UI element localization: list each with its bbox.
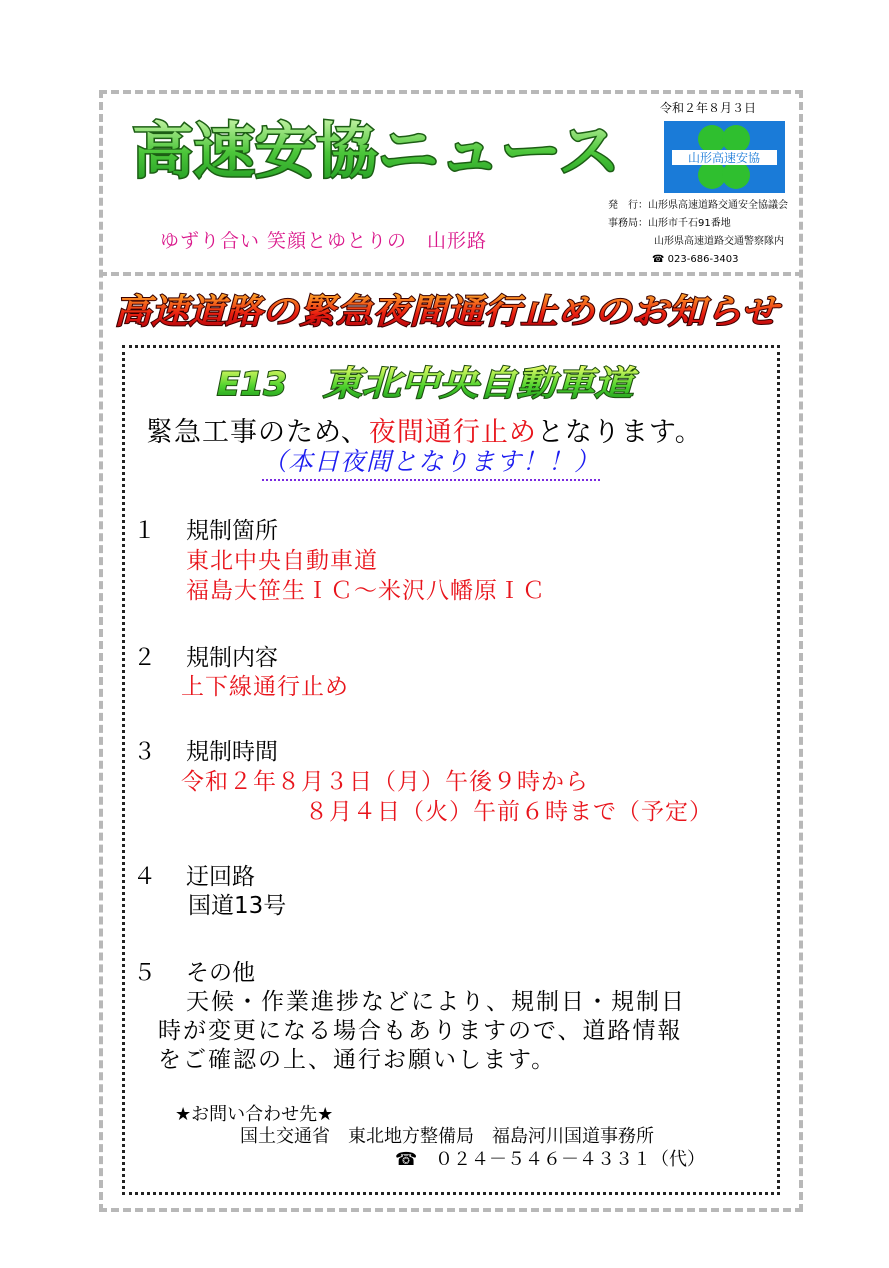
item-3-number: ３: [133, 739, 156, 765]
publisher-phone: 023-686-3403: [667, 254, 739, 265]
publisher-info: [608, 197, 788, 269]
item-5-title: その他: [186, 960, 255, 986]
slogan: ゆずり合い 笑顔とゆとりの 山形路: [160, 230, 488, 252]
item-5-line-1: 天候・作業進捗などにより、規制日・規制日: [186, 989, 686, 1015]
header-divider: [99, 272, 803, 276]
office-line: 事務局：山形市千石91番地: [608, 218, 731, 229]
masthead-title: [128, 108, 628, 198]
headline-pre: 緊急工事のため、: [146, 417, 369, 448]
contact-phone-row: [395, 1145, 705, 1171]
item-1-number: １: [133, 518, 156, 544]
contact-organization: 国土交通省 東北地方整備局 福島河川国道事務所: [240, 1126, 654, 1147]
item-4-title: 迂回路: [186, 864, 255, 890]
item-4-line-1: 国道13号: [188, 893, 287, 919]
association-logo: [664, 121, 785, 193]
banner-text: 高速道路の緊急夜間通行止めのお知らせ: [114, 292, 783, 332]
item-2-number: ２: [133, 645, 156, 671]
publisher-line: 発 行：山形県高速道路交通安全協議会: [608, 200, 788, 211]
item-2-title: 規制内容: [186, 645, 278, 671]
telephone-icon: ☎: [652, 254, 665, 265]
headline-post: となります。: [536, 417, 703, 448]
subheadline: （本日夜間となります！！）: [262, 442, 600, 481]
item-3-line-2: ８月４日（火）午前６時まで（予定）: [305, 799, 713, 825]
item-5-line-2: 時が変更になる場合もありますので、道路情報: [158, 1018, 683, 1044]
logo-text: 山形高速安協: [687, 151, 761, 165]
contact-label: ★お問い合わせ先★: [175, 1104, 334, 1125]
item-5-number: ５: [133, 960, 156, 986]
item-1-line-1: 東北中央自動車道: [186, 548, 378, 574]
route-code: E13: [217, 365, 287, 403]
item-1-line-2: 福島大笹生ＩＣ～米沢八幡原ＩＣ: [186, 578, 546, 604]
item-3-title: 規制時間: [186, 739, 278, 765]
item-3-line-1: 令和２年８月３日（月）午後９時から: [181, 769, 589, 795]
route-title: [213, 357, 643, 409]
telephone-icon: ☎: [395, 1149, 418, 1170]
notice-banner: [108, 283, 788, 335]
office-line-2: 山形県高速道路交通警察隊内: [654, 236, 784, 247]
issue-date: 令和２年８月３日: [660, 101, 757, 115]
headline-red: 夜間通行止め: [368, 417, 537, 448]
masthead-text: 高速安協ニュース: [132, 117, 620, 187]
item-4-number: ４: [133, 864, 156, 890]
contact-phone: ０２４－５４６－４３３１（代）: [435, 1149, 705, 1170]
item-1-title: 規制箇所: [186, 518, 278, 544]
publisher-phone-row: [608, 251, 788, 269]
route-name: 東北中央自動車道: [323, 364, 639, 404]
item-5-line-3: をご確認の上、通行お願いします。: [158, 1047, 557, 1073]
item-2-line-1: 上下線通行止め: [181, 674, 349, 700]
